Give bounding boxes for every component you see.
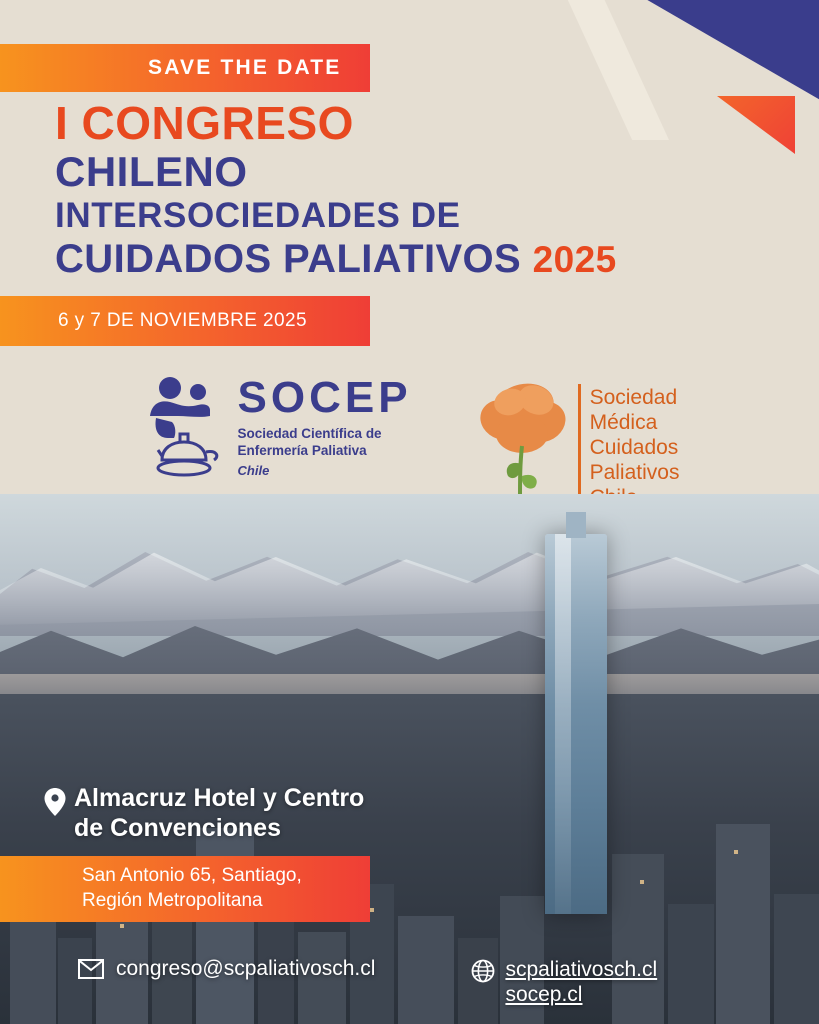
logos-row: [0, 372, 819, 512]
poppy-flower-icon: [472, 372, 576, 512]
venue-address-line1: San Antonio 65, Santiago,: [82, 865, 302, 887]
envelope-icon: [78, 959, 104, 979]
title-year: 2025: [532, 239, 617, 281]
dates-label: 6 y 7 DE NOVIEMBRE 2025: [58, 310, 307, 331]
title-line-3: INTERSOCIEDADES DE: [55, 196, 461, 236]
venue-name: [74, 784, 364, 843]
sociedad-medica-logo: [472, 372, 680, 512]
window-lights: [120, 924, 124, 928]
socep-subtitle: [238, 425, 412, 460]
sociedad-medica-line3: Cuidados: [589, 435, 679, 459]
email-contact[interactable]: [78, 957, 375, 981]
title-line-1: I CONGRESO: [55, 97, 354, 149]
socep-logo: [140, 372, 412, 482]
title-line-2: CHILENO: [55, 147, 248, 195]
window-lights: [734, 850, 738, 854]
sociedad-medica-line4: Paliativos: [589, 460, 680, 484]
socep-subtitle-line2: Enfermería Paliativa: [237, 443, 367, 459]
website-link-1[interactable]: scpaliativosch.cl: [505, 957, 658, 981]
dates-ribbon: [0, 296, 370, 346]
santiago-skyline-image: [0, 494, 819, 1024]
title-line-4-wrap: [55, 238, 785, 281]
palliative-lamp-icon: [140, 372, 228, 482]
email-address[interactable]: congreso@scpaliativosch.cl: [116, 956, 376, 980]
page-title: [55, 97, 785, 282]
website-contact[interactable]: [471, 957, 657, 1008]
window-lights: [370, 908, 374, 912]
costanera-center-tower: [545, 534, 607, 914]
contacts-row: [0, 957, 819, 1008]
venue-name-line1: Almacruz Hotel y Centro: [74, 784, 365, 812]
website-links[interactable]: [505, 957, 657, 1008]
socep-acronym: SOCEP: [237, 373, 412, 422]
sociedad-medica-line1: Sociedad: [589, 386, 678, 409]
window-lights: [640, 880, 644, 884]
globe-icon: [471, 959, 495, 983]
sociedad-medica-line2: Médica: [589, 410, 658, 434]
location-pin-icon: [44, 788, 66, 816]
venue-address-line2: Región Metropolitana: [82, 890, 263, 911]
socep-text-block: [238, 372, 412, 478]
save-the-date-ribbon: [0, 44, 370, 92]
venue-block: [44, 784, 364, 843]
title-line-4: CUIDADOS PALIATIVOS: [55, 237, 522, 282]
website-link-2[interactable]: socep.cl: [505, 983, 583, 1007]
tower-antenna: [566, 512, 586, 538]
socep-subtitle-line1: Sociedad Científica de: [237, 426, 382, 441]
socep-country: Chile: [237, 462, 270, 478]
save-the-date-label: SAVE THE DATE: [148, 56, 342, 79]
sociedad-medica-text: [581, 372, 680, 511]
venue-address-ribbon: [0, 856, 370, 922]
venue-name-line2: de Convenciones: [74, 813, 281, 842]
